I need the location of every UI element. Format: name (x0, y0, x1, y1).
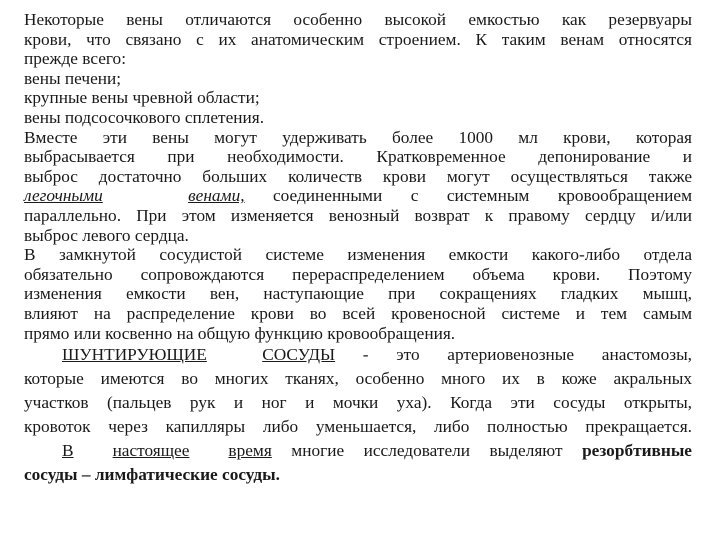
emphasis-lungs: легочными (24, 186, 103, 206)
underlined-word: настоящее (112, 441, 190, 461)
text-line: влияют на распределение крови во всей кровеносной системе и тем самым (24, 303, 692, 323)
text-line: кровоток через капилляры либо уменьшается, либо полностью прекращается. (24, 417, 692, 437)
text-line (24, 343, 692, 367)
text-line: изменения емкости вен, наступающие при сокращениях гладких мышц, (24, 284, 692, 304)
document-page (24, 10, 692, 487)
emphasis-veins: венами, (188, 186, 245, 206)
text-line: вены печени; (24, 68, 122, 88)
heading-vessels: СОСУДЫ (262, 345, 336, 365)
text-line: Вместе эти вены могут удерживать более 1000 мл крови, которая (24, 127, 692, 147)
text-line: сосуды – лимфатические сосуды. (24, 465, 280, 485)
text-line: крови, что связано с их анатомическим строением. К таким венам относятся (24, 29, 692, 49)
text-line: которые имеются во многих тканях, особенно много их в коже акральных (24, 369, 692, 389)
text-line: участков (пальцев рук и ног и мочки уха). Когда эти сосуды открыты, (24, 393, 692, 413)
underlined-word: время (228, 441, 272, 461)
text-line: выброс левого сердца. (24, 225, 189, 245)
text-line (24, 186, 692, 206)
text-line: прямо или косвенно на общую функцию кровообращения. (24, 323, 456, 343)
text-line: выброс достаточно больших количеств крови могут осуществляться также (24, 166, 692, 186)
text-line: обязательно сопровождаются перераспределением объема крови. Поэтому (24, 264, 692, 284)
text-line: прежде всего: (24, 49, 126, 69)
underlined-word: В (62, 441, 74, 461)
heading-shunting: ШУНТИРУЮЩИЕ (62, 345, 207, 365)
text-line: параллельно. При этом изменяется венозный возврат к правому сердцу и/или (24, 205, 692, 225)
text-span: многие исследователи выделяют (291, 441, 563, 461)
text-line: крупные вены чревной области; (24, 88, 260, 108)
text-line (24, 439, 692, 463)
text-line: Некоторые вены отличаются особенно высокой емкостью как резервуары (24, 10, 692, 29)
bold-term: резорбтивные (582, 441, 692, 461)
text-span: соединенными с системным кровообращением (273, 186, 693, 206)
text-line: В замкнутой сосудистой системе изменения емкости какого-либо отдела (24, 245, 692, 265)
text-span: - это артериовенозные анастомозы, (362, 345, 693, 365)
text-line: вены подсосочкового сплетения. (24, 107, 265, 127)
text-line: выбрасывается при необходимости. Кратковременное депонирование и (24, 147, 692, 167)
